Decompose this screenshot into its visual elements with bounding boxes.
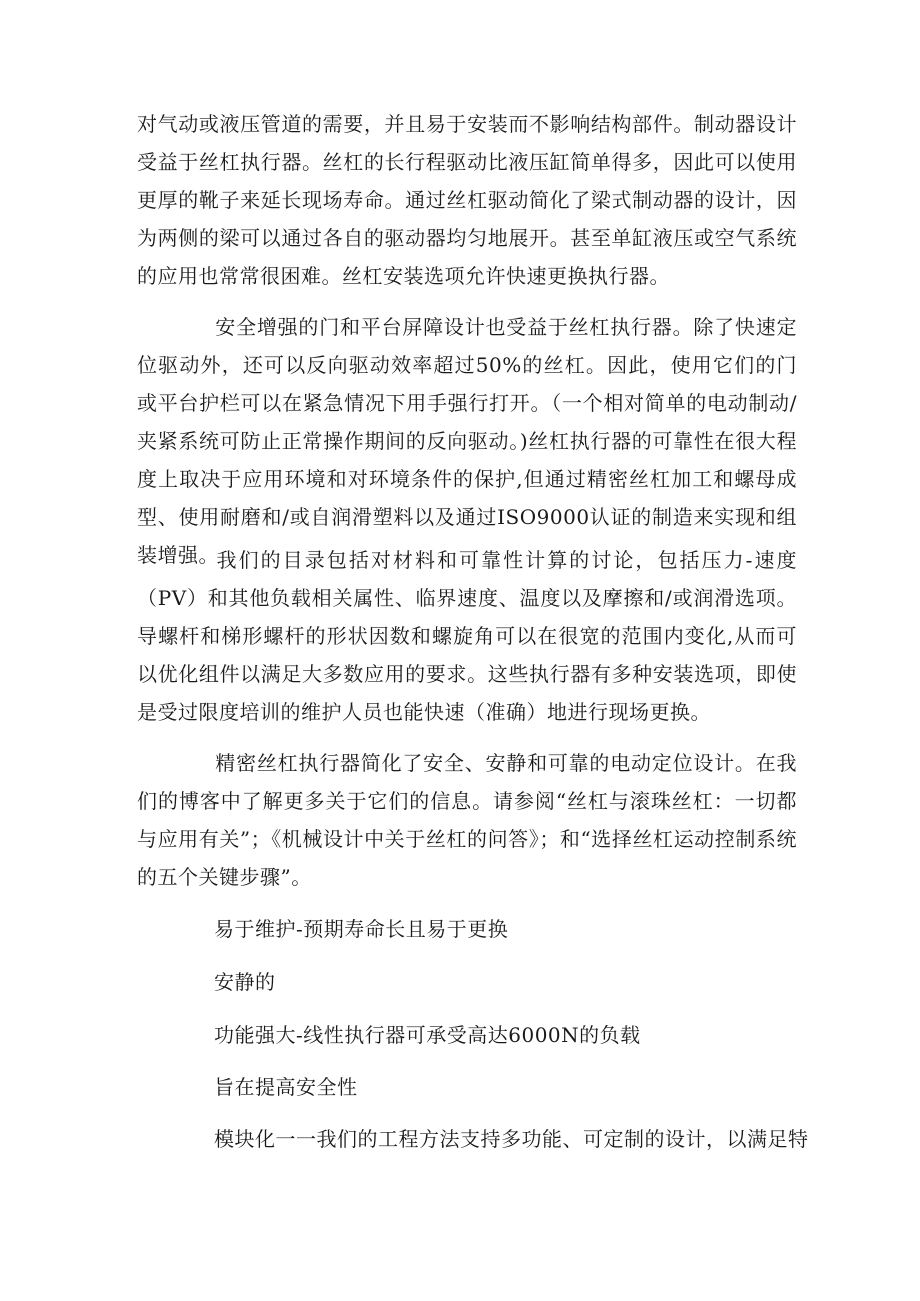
list-line-modular: 模块化一一我们的工程方法支持多功能、可定制的设计，以满足特 (214, 1127, 809, 1151)
paragraph-3 (137, 541, 797, 731)
paragraph-4 (137, 744, 797, 896)
list-line-safety: 旨在提高安全性 (214, 1075, 358, 1099)
paragraph-1-text: 对气动或液压管道的需要，并且易于安装而不影响结构部件。制动器设计受益于丝杠执行器。丝杠的长行程驱动比液压缸简单得多，因此可以使用更厚的靴子来延长现场寿命。通过丝杠驱动简化了梁式制动器的设计，因为两侧的梁可以通过各自的驱动器均匀地展开。甚至单缸液压或空气系统的应用也常常很困难。丝杠安装选项允许快速更换执行器。 (137, 112, 797, 288)
paragraph-1 (137, 105, 797, 295)
list-line-quiet: 安静的 (214, 970, 276, 994)
paragraph-4-text: 精密丝杠执行器简化了安全、安静和可靠的电动定位设计。在我们的博客中了解更多关于它们的信息。请参阅“丝杠与滚珠丝杠：一切都与应用有关”；《机械设计中关于丝杠的问答》；和“选择丝杠运动控制系统的五个关键步骤”。 (137, 751, 797, 889)
paragraph-2 (137, 308, 797, 574)
list-line-maintenance: 易于维护-预期寿命长且易于更换 (214, 917, 509, 941)
paragraph-2-text: 安全增强的门和平台屏障设计也受益于丝杠执行器。除了快速定位驱动外，还可以反向驱动效率超过50%的丝杠。因此，使用它们的门或平台护栏可以在紧急情况下用手强行打开。（一个相对简单的电动制动/夹紧系统可防止正常操作期间的反向驱动。)丝杠执行器的可靠性在很大程度上取决于应用环境和对环境条件的保护,但通过精密丝杠加工和螺母成型、使用耐磨和/或自润滑塑料以及通过ISO9000认证的制造来实现和组装增强。 (137, 315, 797, 567)
list-line-powerful: 功能强大-线性执行器可承受高达6000N的负载 (214, 1023, 641, 1047)
paragraph-3-text: 我们的目录包括对材料和可靠性计算的讨论，包括压力-速度（PV）和其他负载相关属性、临界速度、温度以及摩擦和/或润滑选项。导螺杆和梯形螺杆的形状因数和螺旋角可以在很宽的范围内变化,从而可以优化组件以满足大多数应用的要求。这些执行器有多种安装选项，即使是受过限度培训的维护人员也能快速（准确）地进行现场更换。 (137, 548, 797, 724)
